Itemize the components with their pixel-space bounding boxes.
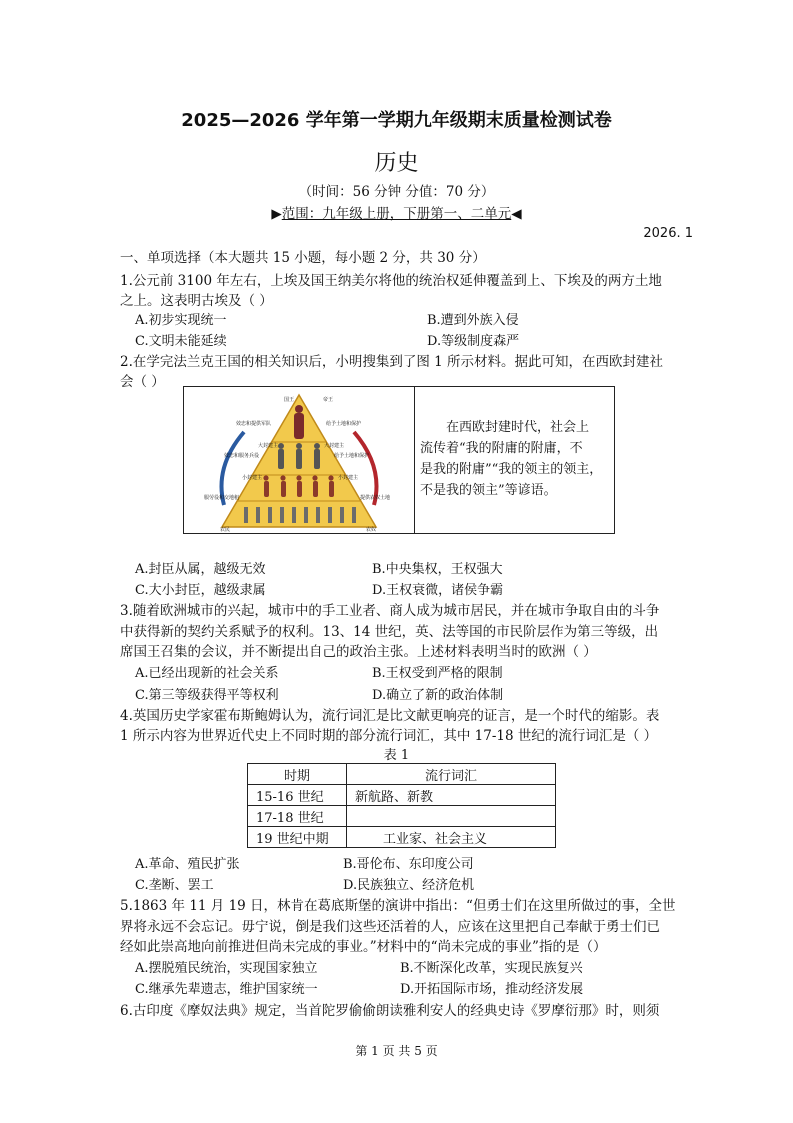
- q4-option-d: D.民族独立、经济危机: [343, 878, 475, 893]
- figure-1-text-line4: 不是我的领主”等谚语。: [420, 483, 557, 498]
- table-cell-words: 新航路、新教: [347, 785, 556, 806]
- q5-option-a: A.摆脱殖民统治，实现国家独立: [135, 961, 318, 976]
- table-1: [247, 763, 556, 848]
- label-left2: 效忠和服务兵役: [224, 453, 260, 459]
- q4-option-b: B.哥伦布、东印度公司: [343, 857, 474, 872]
- label-big-lord-left: 大封建主: [258, 443, 279, 449]
- q3-option-a: A.已经出现新的社会关系: [135, 666, 279, 681]
- q4-option-c: C.垄断、罢工: [135, 878, 214, 893]
- q2-option-c: C.大小封臣，越级隶属: [135, 583, 266, 598]
- label-small-lord-right: 小封建主: [338, 475, 359, 481]
- scope-text: 范围：九年级上册，下册第一、二单元: [281, 206, 512, 222]
- label-small-lord-left: 小封建主: [242, 475, 263, 481]
- exam-title: 2025—2026 学年第一学期九年级期末质量检测试卷: [181, 110, 612, 131]
- q2-option-b: B.中央集权，王权强大: [372, 562, 503, 577]
- table-row: [248, 785, 556, 806]
- figure-1-text-line2: 流传着“我的附庸的附庸，不: [420, 441, 583, 456]
- label-serf: 农奴: [366, 527, 377, 533]
- pyramid-svg: [184, 387, 414, 533]
- q1-option-d: D.等级制度森严: [427, 334, 520, 349]
- label-right3: 提供农奴土地: [360, 495, 391, 501]
- q2-stem-line1: 2.在学完法兰克王国的相关知识后，小明搜集到了图 1 所示材料。据此可知，在西欧封建社: [120, 354, 664, 370]
- q4-option-a: A.革命、殖民扩张: [135, 857, 240, 872]
- label-big-lord-right: 大封建主: [324, 443, 345, 449]
- q1-option-b: B.遭到外族入侵: [427, 313, 519, 328]
- q4-stem-line2: 1 所示内容为世界近代史上不同时期的部分流行词汇，其中 17-18 世纪的流行词汇是（ ）: [120, 728, 658, 744]
- table-cell-words: 工业家、社会主义: [347, 827, 556, 848]
- q3-option-c: C.第三等级获得平等权利: [135, 688, 279, 703]
- figure-1-text-line1: 在西欧封建时代，社会上: [446, 420, 590, 435]
- table-header-period: 时期: [248, 764, 347, 785]
- figure-1-text-line3: 是我的附庸”“我的领主的领主，: [420, 462, 603, 477]
- label-peasant: 农民: [220, 527, 231, 533]
- table-header-words: 流行词汇: [347, 764, 556, 785]
- q6-stem-line1: 6.古印度《摩奴法典》规定，当首陀罗偷偷朗读雅利安人的经典史诗《罗摩衍那》时，则须: [120, 1003, 660, 1019]
- table-cell-words: [347, 806, 556, 827]
- q2-stem-line2: 会（ ）: [120, 374, 165, 390]
- q1-option-a: A.初步实现统一: [135, 313, 227, 328]
- q5-option-b: B.不断深化改革，实现民族复兴: [400, 961, 583, 976]
- q5-option-d: D.开拓国际市场，推动经济发展: [400, 982, 584, 997]
- q3-stem-line2: 中获得新的契约关系赋予的权利。13、14 世纪，英、法等国的市民阶层作为第三等级，出: [120, 624, 659, 640]
- table-header-row: [248, 764, 556, 785]
- feudal-pyramid-image: [184, 387, 415, 533]
- q2-option-d: D.王权衰微，诸侯争霸: [372, 583, 504, 598]
- q5-stem-line3: 经如此崇高地向前推进但尚未完成的事业。”材料中的“尚未完成的事业”指的是（）: [120, 939, 607, 955]
- label-emperor: 帝王: [323, 397, 334, 403]
- q4-stem-line1: 4.英国历史学家霍布斯鲍姆认为，流行词汇是比文献更响亮的证言，是一个时代的缩影。表: [120, 708, 660, 724]
- exam-date: 2026. 1: [643, 226, 693, 241]
- table-row: [248, 827, 556, 848]
- section-heading: 一、单项选择（本大题共 15 小题，每小题 2 分，共 30 分）: [120, 250, 486, 266]
- scope-suffix: ◀: [511, 206, 522, 222]
- q1-stem-line1: 1.公元前 3100 年左右，上埃及国王纳美尔将他的统治权延伸覆盖到上、下埃及的两方土地: [120, 273, 662, 289]
- q3-stem-line3: 席国王召集的会议，并不断提出自己的政治主张。上述材料表明当时的欧洲（ ）: [120, 644, 597, 660]
- figure-1: [183, 386, 615, 534]
- exam-scope: [0, 202, 793, 222]
- table-cell-period: 15-16 世纪: [248, 785, 347, 806]
- q2-option-a: A.封臣从属，越级无效: [135, 562, 266, 577]
- q1-option-c: C.文明未能延续: [135, 334, 227, 349]
- exam-meta: （时间：56 分钟 分值：70 分）: [298, 184, 495, 200]
- q5-option-c: C.继承先辈遗志，维护国家统一: [135, 982, 318, 997]
- label-right1: 给予土地和保护: [326, 421, 362, 427]
- table-row: [248, 806, 556, 827]
- table-cell-period: 19 世纪中期: [248, 827, 347, 848]
- table-1-caption: 表 1: [383, 748, 410, 763]
- q1-stem-line2: 之上。这表明古埃及（ ）: [120, 293, 273, 309]
- label-right2: 给予土地和保护: [334, 453, 370, 459]
- q5-stem-line2: 界将永远不会忘记。毋宁说，倒是我们这些还活着的人，应该在这里把自己奉献于勇士们已: [120, 919, 660, 935]
- page-footer: 第 1 页 共 5 页: [355, 1044, 438, 1058]
- subject-title: 历史: [374, 151, 419, 176]
- label-left1: 效忠和提供军队: [236, 421, 272, 427]
- table-cell-period: 17-18 世纪: [248, 806, 347, 827]
- label-left3: 服劳役和交地租: [204, 495, 240, 501]
- q5-stem-line1: 5.1863 年 11 月 19 日，林肯在葛底斯堡的演讲中指出：“但勇士们在这里所做过的事，全世: [120, 898, 676, 914]
- q3-option-b: B.王权受到严格的限制: [372, 666, 503, 681]
- label-king: 国王: [284, 397, 295, 403]
- q3-option-d: D.确立了新的政治体制: [372, 688, 504, 703]
- q3-stem-line1: 3.随着欧洲城市的兴起，城市中的手工业者、商人成为城市居民，并在城市争取自由的斗争: [120, 603, 660, 619]
- scope-prefix: ▶: [271, 206, 282, 222]
- figure-1-text: [420, 417, 610, 501]
